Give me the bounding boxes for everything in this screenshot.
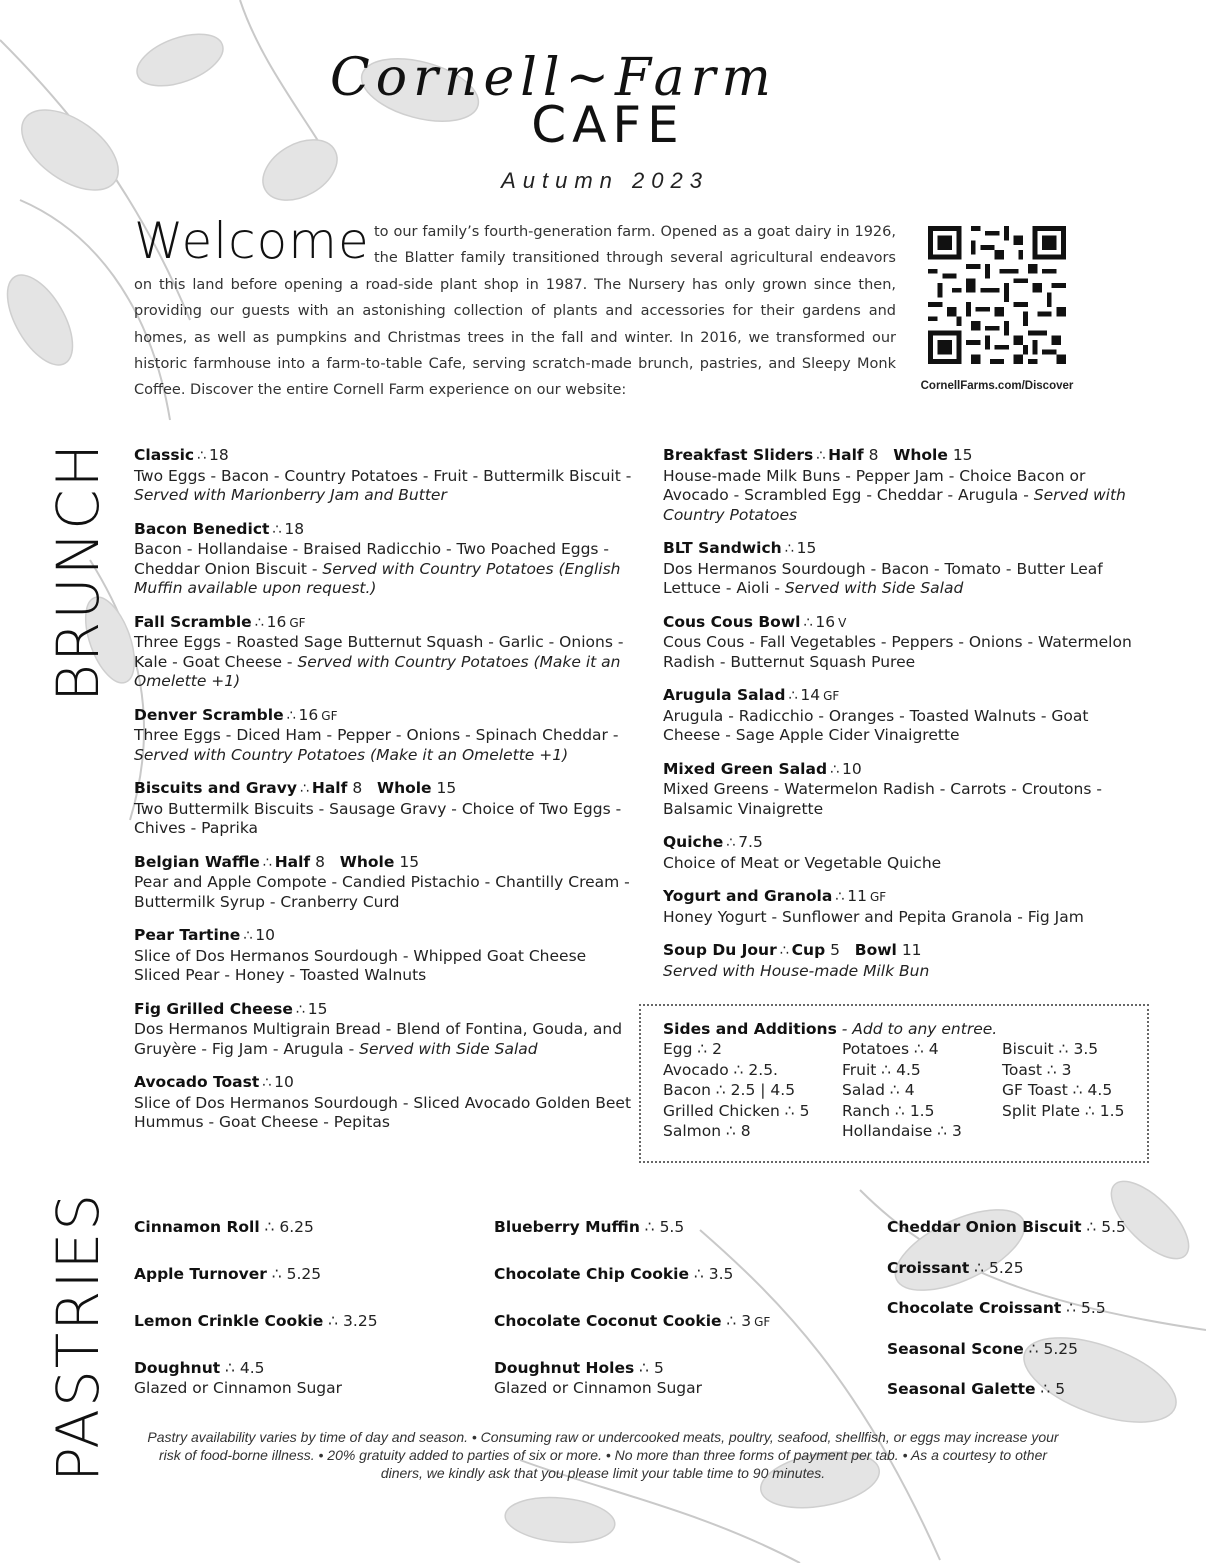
menu-item [663,833,1133,873]
price-separator: ∴ [816,448,826,464]
menu-item-price: 18 [284,519,305,538]
welcome-paragraph [134,219,896,404]
pastry-item [494,1358,854,1405]
menu-item-description [134,947,634,986]
price-size-value: 8 [352,779,363,797]
pastry-name: Seasonal Scone [887,1339,1024,1358]
menu-item-title-line [663,833,1133,854]
side-item: Salmon ∴ 8 [663,1122,751,1141]
menu-item-description [663,962,1133,982]
price-separator: ∴ [262,854,272,871]
pastry-item [494,1217,854,1264]
menu-item-price: 10 [255,926,275,944]
menu-item-price: 10 [841,759,862,778]
pastry-name: Cheddar Onion Biscuit [887,1218,1082,1236]
footnote: Pastry availability varies by time of day and season. • Consuming raw or undercooked meats, poultry, seafood, shellfish, or eggs may increase your risk of food-borne illness. • 20% gratuity added to parties of six or more. • No more than three forms of payment per tab. • As a courtesy to other diners, we kindly ask that you please limit your table time to 90 minutes. [147,1429,1059,1481]
menu-item-description [134,540,634,599]
menu-item-name: BLT Sandwich [663,539,782,557]
menu-item-description [663,560,1133,599]
menu-item-price: 16 [298,705,319,724]
price-separator: ∴ [803,614,813,631]
season-label: Autumn 2023 [501,168,709,193]
logo-script: Cornell~Farm [330,48,777,108]
price-size-label: Whole [376,779,432,797]
price-size-value: 8 [868,446,879,464]
menu-item [134,520,634,599]
price-size-label: Whole [339,852,395,871]
menu-item-desc-text: Dos Hermanos Multigrain Bread - Blend of Fontina, Gouda, and Gruyère - Fig Jam - Arugula - [134,1020,623,1058]
dietary-tag: GF [321,708,338,723]
pastry-item [887,1379,1187,1420]
menu-item-title-line [663,941,1133,962]
price-size-value: 15 [952,446,973,464]
menu-item-name: Breakfast Sliders [663,446,814,464]
menu-item-name: Quiche [663,833,724,851]
menu-item-title-line [663,446,1133,467]
menu-item [134,779,634,839]
menu-item-name: Bacon Benedict [134,519,270,538]
price-size-value: 11 [901,941,922,959]
menu-item-desc-text: Two Buttermilk Biscuits - Sausage Gravy - Choice of Two Eggs - Chives - Paprika [134,799,622,837]
menu-item-title-line [134,613,634,634]
price-separator: ∴ [262,1075,272,1091]
pastry-price: ∴ 5.25 [969,1258,1024,1277]
pastry-item [887,1258,1187,1299]
menu-item-description [663,633,1133,672]
menu-item-serving-note: Served with Side Salad [359,1039,538,1058]
pastry-item [134,1311,474,1358]
menu-item-name: Mixed Green Salad [663,759,828,778]
side-item: Egg ∴ 2 [663,1040,723,1058]
menu-item-name: Pear Tartine [134,926,241,944]
menu-item-title-line [134,1000,634,1021]
price-size-label: Half [274,852,311,871]
menu-item-price: 15 [796,539,817,557]
side-item: Avocado ∴ 2.5. [663,1060,778,1079]
menu-item-desc-text: Three Eggs - Roasted Sage Butternut Squash - Garlic - Onions - Kale - Goat Cheese - [134,633,624,671]
menu-item-desc-text: Slice of Dos Hermanos Sourdough - Whipped Goat Cheese Sliced Pear - Honey - Toasted Walnuts [134,946,587,984]
price-size-value: 5 [830,941,840,959]
menu-item-name: Fig Grilled Cheese [134,999,293,1018]
menu-item-desc-text: House-made Milk Buns - Pepper Jam - Choice Bacon or Avocado - Scrambled Egg - Cheddar - Arugula - [663,466,1086,504]
side-item: Salad ∴ 4 [842,1081,915,1100]
pastry-item [134,1217,474,1264]
side-item: Split Plate ∴ 1.5 [1002,1101,1125,1120]
pastry-name: Croissant [887,1258,970,1277]
menu-item-title-line [663,539,1133,560]
menu-item-name: Soup Du Jour [663,941,777,959]
qr-caption[interactable]: CornellFarms.com/Discover [920,380,1074,392]
menu-item-desc-text: Bacon - Hollandaise - Braised Radicchio - Two Poached Eggs - Cheddar Onion Biscuit - [134,540,610,578]
dietary-tag: GF [754,1315,771,1329]
pastry-item [494,1264,854,1311]
menu-item-title-line [134,1073,634,1094]
side-item: Ranch ∴ 1.5 [842,1101,935,1120]
dietary-tag: GF [823,689,840,703]
pastry-name: Doughnut [134,1359,221,1377]
logo-cafe: CAFE [531,96,685,154]
menu-item-description [134,873,634,912]
price-size-value: 8 [315,852,325,871]
section-label-brunch: BRUNCH [44,441,112,702]
menu-item-name: Biscuits and Gravy [134,779,297,797]
menu-item-serving-note: Served with Country Potatoes (Make it an Omelette +1) [134,745,569,764]
pastry-name: Cinnamon Roll [134,1218,260,1236]
sides-and-additions-box [639,1004,1149,1163]
side-item: Fruit ∴ 4.5 [842,1060,921,1079]
menu-item-description [663,854,1133,874]
qr-code-icon[interactable] [928,226,1066,364]
pastry-item [494,1311,854,1358]
sides-column-3 [1002,1039,1124,1121]
price-separator: ∴ [726,835,736,851]
pastry-price: ∴ 5.5 [1061,1299,1106,1317]
menu-item [134,706,634,766]
menu-item [134,1000,634,1060]
side-item: Toast ∴ 3 [1002,1060,1072,1079]
menu-item-desc-text: Arugula - Radicchio - Oranges - Toasted Walnuts - Goat Cheese - Sage Apple Cider Vinaigrette [663,706,1089,744]
pastry-price: ∴ 3.25 [323,1312,378,1330]
pastry-name: Chocolate Croissant [887,1299,1062,1317]
dietary-tag: GF [289,615,306,630]
pastry-variant: Glazed or Cinnamon Sugar [134,1379,343,1397]
sides-title: Sides and Additions [663,1020,837,1038]
menu-item [663,613,1133,673]
pastry-name: Lemon Crinkle Cookie [134,1312,324,1330]
menu-item-serving-note: Served with House-made Milk Bun [663,961,930,980]
menu-item-title-line [134,706,634,727]
menu-item-name: Yogurt and Granola [663,887,833,905]
pastry-price: ∴ 6.25 [259,1218,314,1236]
menu-item [663,539,1133,599]
menu-item-serving-note: Served with Marionberry Jam and Butter [134,486,447,504]
menu-item-desc-text: Cous Cous - Fall Vegetables - Peppers - Onions - Watermelon Radish - Butternut Squash Puree [663,633,1132,671]
menu-item [663,446,1133,525]
menu-item-desc-text: Mixed Greens - Watermelon Radish - Carrots - Croutons - Balsamic Vinaigrette [663,780,1102,818]
price-separator: ∴ [254,614,264,631]
side-item: Grilled Chicken ∴ 5 [663,1101,810,1120]
price-separator: ∴ [243,928,253,944]
menu-item-serving-note: Served with Country Potatoes (English Muffin available upon request.) [134,559,621,597]
section-label-pastries: PASTRIES [44,1191,112,1482]
pastry-price: ∴ 5.5 [1081,1218,1126,1236]
pastry-price: ∴ 5.5 [639,1218,685,1236]
pastry-price: ∴ 3 [721,1312,752,1330]
menu-item-price: 14 [800,686,821,704]
brunch-left-column [134,446,634,1147]
menu-item-serving-note: Served with Country Potatoes (Make it an Omelette +1) [134,652,621,690]
welcome-heading: Welcome [134,212,370,270]
price-separator: ∴ [788,688,798,704]
pastry-item [887,1298,1187,1339]
pastry-price: ∴ 5.25 [266,1265,322,1283]
menu-item-name: Avocado Toast [134,1073,260,1091]
menu-item [663,686,1133,746]
menu-item-price: 18 [209,446,229,464]
menu-item-title-line [134,779,634,800]
menu-item-title-line [134,926,634,947]
price-separator: ∴ [835,889,845,905]
price-size-label: Half [311,779,348,797]
menu-item-desc-text: Choice of Meat or Vegetable Quiche [663,853,942,872]
menu-item-desc-text: Dos Hermanos Sourdough - Bacon - Tomato - Butter Leaf Lettuce - Aioli - [663,559,1103,597]
menu-item-name: Arugula Salad [663,686,786,704]
price-separator: ∴ [299,781,309,797]
brunch-right-column [663,446,1133,995]
side-item: GF Toast ∴ 4.5 [1002,1081,1113,1100]
menu-item-description [134,1094,634,1133]
menu-item-price: 16 [815,612,836,631]
menu-item-price: 11 [847,887,867,905]
pastry-price: ∴ 5.25 [1023,1339,1078,1358]
menu-item [134,446,634,506]
pastry-name: Blueberry Muffin [494,1218,640,1236]
menu-item [134,926,634,986]
price-separator: ∴ [830,761,839,778]
price-separator: ∴ [784,541,794,557]
sides-header [663,1020,1147,1038]
menu-item [663,760,1133,820]
menu-item [663,941,1133,981]
menu-item-description [663,707,1133,746]
side-item: Bacon ∴ 2.5 | 4.5 [663,1081,796,1100]
menu-item [663,887,1133,927]
menu-item-title-line [134,520,634,541]
menu-item-serving-note: Served with Side Salad [784,579,964,597]
sides-column-1 [663,1039,809,1142]
menu-item-title-line [663,686,1133,707]
menu-item-title-line [663,613,1133,634]
menu-item-description [134,1020,634,1059]
pastry-item [134,1358,474,1405]
price-separator: ∴ [272,521,282,538]
menu-item-description [663,908,1133,928]
menu-item-description [663,467,1133,526]
pastry-item [887,1339,1187,1380]
price-size-label: Half [828,446,864,464]
price-separator: ∴ [197,448,207,464]
pastry-name: Seasonal Galette [887,1380,1036,1398]
menu-item-title-line [663,887,1133,908]
pastry-name: Chocolate Coconut Cookie [494,1312,722,1330]
pastry-name: Doughnut Holes [494,1359,635,1377]
menu-item-title-line [663,760,1133,781]
menu-item [134,613,634,692]
price-separator: ∴ [295,1001,305,1018]
pastry-price: ∴ 3.5 [689,1265,734,1283]
price-separator: ∴ [779,943,789,959]
welcome-text: to our family’s fourth-generation farm. Opened as a goat dairy in 1926, the Blatter family transitioned through several agricultural endeavors on this land before opening a road-side plant shop in 1987. The Nursery has only grown since then, providing our guests with an astonishing collection of plants and accessories for their gardens and homes, as well as pumpkins and Christmas trees in the fall and winter. In 2016, we transformed our historic farmhouse into a farm-to-table Cafe, serving scratch-made brunch, pastries, and Sleepy Monk Coffee. Discover the entire Cornell Farm experience on our website: [134,224,896,399]
pastry-item [887,1217,1187,1258]
menu-item-description [663,780,1133,819]
price-size-value: 15 [399,852,420,871]
price-separator: ∴ [286,707,296,724]
sides-column-2 [842,1039,962,1142]
pastry-name: Chocolate Chip Cookie [494,1265,690,1283]
price-size-value: 15 [436,779,457,797]
menu-item-name: Cous Cous Bowl [663,612,801,631]
menu-item [134,1073,634,1133]
pastry-item [134,1264,474,1311]
pastries-column-1 [134,1217,474,1405]
pastry-price: ∴ 5 [634,1359,664,1377]
menu-item-price: 10 [274,1073,294,1091]
menu-item-description [134,726,634,765]
side-item: Hollandaise ∴ 3 [842,1122,962,1141]
pastry-price: ∴ 5 [1035,1380,1066,1398]
menu-item [134,853,634,913]
menu-item-desc-text: Two Eggs - Bacon - Country Potatoes - Fruit - Buttermilk Biscuit - [134,466,632,485]
menu-item-name: Denver Scramble [134,705,284,724]
price-size-label: Bowl [854,941,897,959]
menu-item-name: Fall Scramble [134,612,252,631]
side-item: Biscuit ∴ 3.5 [1002,1040,1099,1058]
menu-item-desc-text: Slice of Dos Hermanos Sourdough - Sliced Avocado Golden Beet Hummus - Goat Cheese - Pepitas [134,1093,632,1131]
pastry-price: ∴ 4.5 [220,1359,265,1377]
pastries-column-2 [494,1217,854,1405]
menu-item-description [134,467,634,506]
menu-item-price: 15 [307,999,328,1018]
menu-item-title-line [134,853,634,874]
menu-item-desc-text: Honey Yogurt - Sunflower and Pepita Granola - Fig Jam [663,907,1084,926]
menu-item-desc-text: Three Eggs - Diced Ham - Pepper - Onions - Spinach Cheddar - [134,726,619,744]
pastries-column-3 [887,1217,1187,1420]
dietary-tag: GF [869,890,887,904]
pastry-variant: Glazed or Cinnamon Sugar [494,1379,703,1397]
dietary-tag: V [838,615,847,630]
side-item: Potatoes ∴ 4 [842,1040,939,1058]
menu-item-name: Belgian Waffle [134,852,260,871]
menu-item-title-line [134,446,634,467]
menu-item-desc-text: Pear and Apple Compote - Candied Pistachio - Chantilly Cream - Buttermilk Syrup - Cranberry Curd [134,873,630,911]
pastry-name: Apple Turnover [134,1265,267,1283]
sides-subtitle: - Add to any entree. [836,1020,998,1038]
welcome-spacer [134,219,374,271]
menu-item-price: 7.5 [738,833,763,851]
menu-item-description [134,633,634,692]
price-size-label: Whole [893,446,948,464]
menu-item-name: Classic [134,446,195,464]
price-size-label: Cup [791,941,826,959]
menu-item-price: 16 [266,612,287,631]
menu-item-description [134,800,634,839]
menu-item-serving-note: Served with Country Potatoes [663,486,1126,524]
